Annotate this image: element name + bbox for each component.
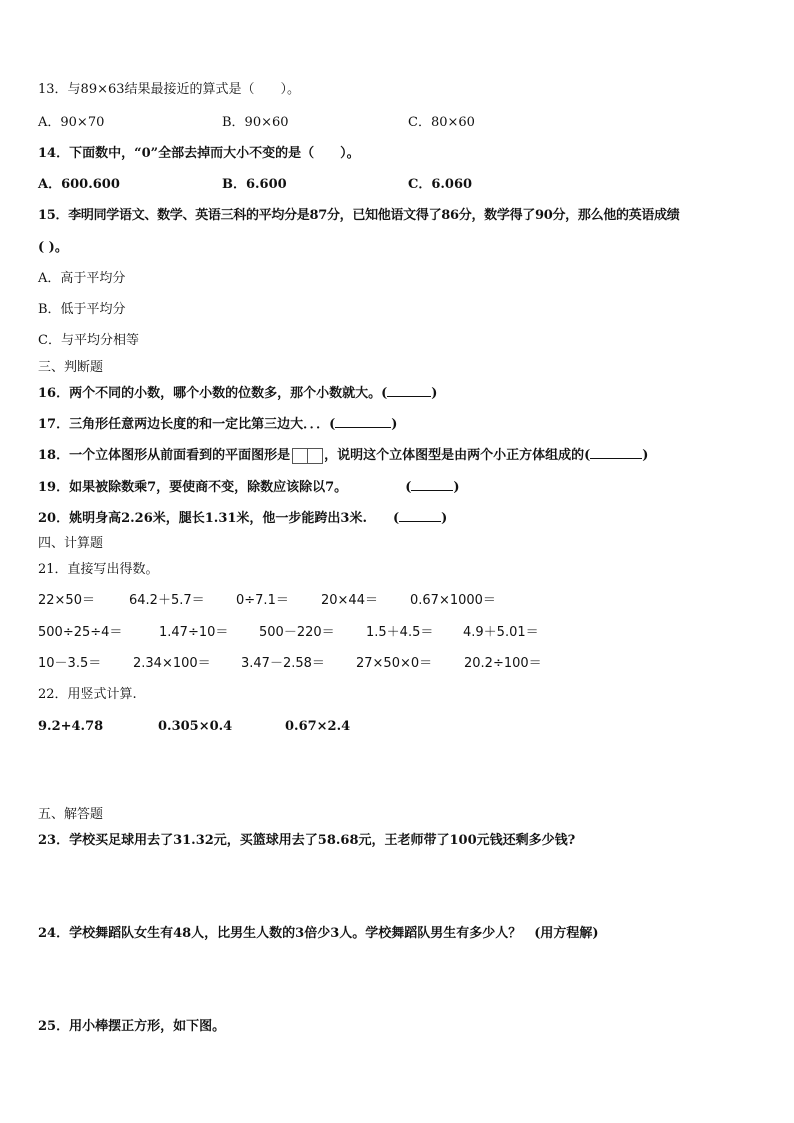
question-20-text: 20．姚明身高2.26米，腿长1.31米，他一步能跨出3米.: [38, 511, 367, 526]
calc-item: 500－220＝: [259, 625, 335, 640]
answer-close-paren: ): [391, 417, 398, 432]
question-14-option-b: B．6.600: [222, 177, 287, 192]
question-13-option-a: A．90×70: [38, 115, 105, 130]
answer-open-paren: (: [329, 417, 336, 432]
calc-item: 3.47－2.58＝: [241, 656, 325, 671]
section-4-heading: 四、计算题: [38, 536, 104, 551]
calc-item: 20.2÷100＝: [464, 656, 542, 671]
calc-item: 22×50＝: [38, 593, 95, 608]
question-17-text: 17．三角形任意两边长度的和一定比第三边大．．．: [38, 417, 330, 432]
answer-open-paren: (: [584, 448, 591, 463]
question-24: 24．学校舞蹈队女生有48人，比男生人数的3倍少3人。学校舞蹈队男生有多少人？ (用方程解): [38, 926, 599, 941]
question-13-stem: 13．与89×63结果最接近的算式是（ ）。: [38, 82, 301, 97]
calc-item: 10－3.5＝: [38, 656, 102, 671]
section-3-heading: 三、判断题: [38, 360, 104, 375]
answer-close-paren: ): [642, 448, 649, 463]
answer-close-paren: ): [431, 386, 438, 401]
question-14-option-c: C．6.060: [408, 177, 473, 192]
question-25: 25．用小棒摆正方形，如下图。: [38, 1019, 226, 1034]
vertical-calc-item: 0.67×2.4: [285, 719, 351, 734]
question-21-stem: 21．直接写出得数。: [38, 562, 159, 577]
calc-item: 4.9＋5.01＝: [463, 625, 539, 640]
section-5-heading: 五、解答题: [38, 807, 104, 822]
question-14-option-a: A．600.600: [38, 177, 120, 192]
calc-item: 0÷7.1＝: [236, 593, 289, 608]
calc-item: 1.47÷10＝: [159, 625, 229, 640]
question-22-stem: 22．用竖式计算.: [38, 687, 137, 702]
question-20: [38, 509, 447, 528]
question-15-option-c: C．与平均分相等: [38, 333, 139, 348]
calc-item: 27×50×0＝: [356, 656, 433, 671]
calc-item: 1.5＋4.5＝: [366, 625, 434, 640]
question-19-text: 19．如果被除数乘7，要使商不变，除数应该除以7。: [38, 480, 348, 495]
two-squares-figure: [292, 448, 322, 464]
answer-blank[interactable]: [590, 446, 642, 459]
question-16: [38, 384, 437, 403]
calc-item: 0.67×1000＝: [410, 593, 496, 608]
answer-open-paren: (: [393, 511, 400, 526]
question-14-stem: 14．下面数中，“0”全部去掉而大小不变的是（ ）。: [38, 146, 360, 161]
answer-blank[interactable]: [335, 415, 391, 428]
calc-item: 2.34×100＝: [133, 656, 211, 671]
question-16-text: 16．两个不同的小数，哪个小数的位数多，那个小数就大。: [38, 386, 382, 401]
answer-open-paren: (: [381, 386, 388, 401]
question-18-text-b: ，说明这个立体图型是由两个小正方体组成的: [324, 448, 585, 463]
question-15-stem: 15．李明同学语文、数学、英语三科的平均分是87分，已知他语文得了86分，数学得了90分，那么他的英语成绩: [38, 208, 680, 223]
calc-item: 64.2＋5.7＝: [129, 593, 205, 608]
question-15-option-b: B．低于平均分: [38, 302, 126, 317]
calc-item: 500÷25÷4＝: [38, 625, 123, 640]
question-17: [38, 415, 397, 434]
question-15-stem-end: ( )。: [38, 240, 68, 255]
vertical-calc-item: 9.2+4.78: [38, 719, 104, 734]
question-13-option-c: C．80×60: [408, 115, 475, 130]
answer-open-paren: (: [405, 480, 412, 495]
answer-close-paren: ): [453, 480, 460, 495]
answer-blank[interactable]: [411, 478, 453, 491]
question-19: [38, 478, 460, 497]
question-18: [38, 446, 648, 465]
question-13-option-b: B．90×60: [222, 115, 289, 130]
vertical-calc-item: 0.305×0.4: [158, 719, 233, 734]
answer-blank[interactable]: [399, 509, 441, 522]
question-15-option-a: A．高于平均分: [38, 271, 126, 286]
question-23: 23．学校买足球用去了31.32元，买篮球用去了58.68元，王老师带了100元钱还剩多少钱?: [38, 833, 576, 848]
answer-close-paren: ): [441, 511, 448, 526]
calc-item: 20×44＝: [321, 593, 378, 608]
answer-blank[interactable]: [387, 384, 431, 397]
question-18-text-a: 18．一个立体图形从前面看到的平面图形是: [38, 448, 291, 463]
